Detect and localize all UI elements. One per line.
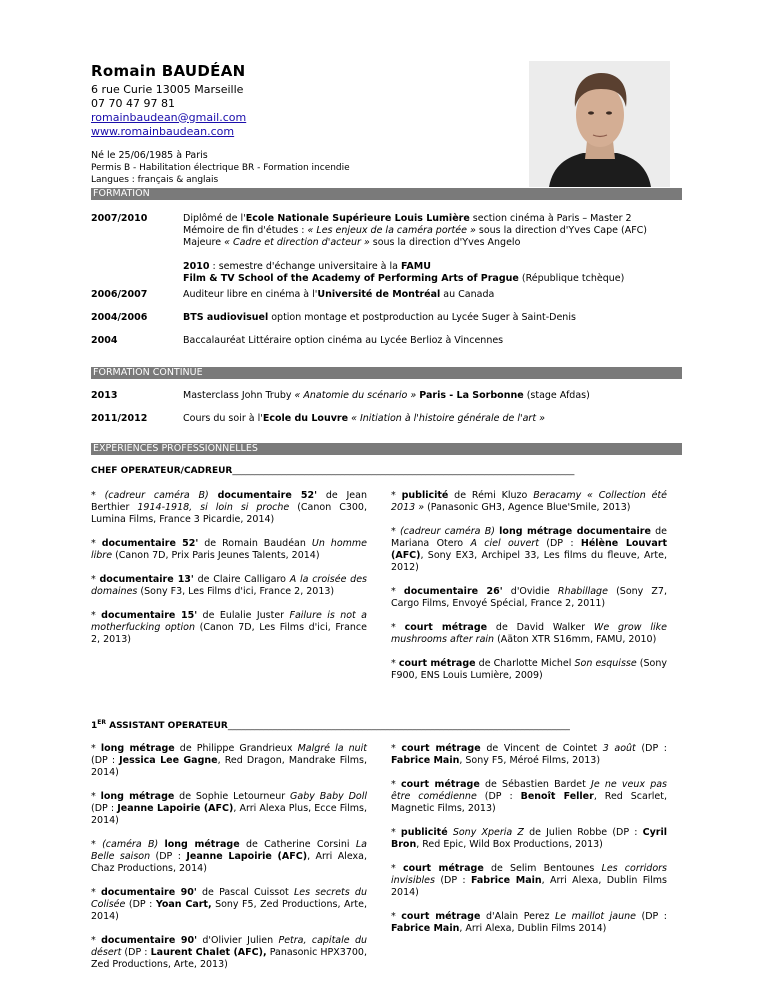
phone: 07 70 47 97 81 <box>91 96 175 110</box>
year: 2013 <box>91 390 118 401</box>
cv-header <box>91 62 571 186</box>
contact-block <box>91 83 571 139</box>
experience-item: * court métrage de Selim Bentounes Les corridors invisibles (DP : Fabrice Main, Arri Alexa, Dublin Films 2014) <box>391 863 667 898</box>
website-link[interactable]: www.romainbaudean.com <box>91 124 235 138</box>
birth-info: Né le 25/06/1985 à Paris <box>91 149 208 161</box>
section-formation: FORMATION <box>91 188 682 200</box>
section-experiences: EXPÉRIENCES PROFESSIONNELLES <box>91 443 682 455</box>
languages: Langues : français & anglais <box>91 174 219 185</box>
year: 2011/2012 <box>91 413 148 424</box>
permits: Permis B - Habilitation électrique BR - Formation incendie <box>91 162 350 173</box>
assistant-right-column <box>391 743 667 947</box>
year: 2004 <box>91 335 118 346</box>
experience-item: * court métrage d'Alain Perez Le maillot jaune (DP : Fabrice Main, Arri Alexa, Dublin Films 2014) <box>391 911 667 934</box>
portrait-image <box>529 61 670 187</box>
chef-left-column <box>91 490 367 658</box>
experience-item: * court métrage de Sébastien Bardet Je ne veux pas être comédienne (DP : Benoît Feller, Red Scarlet, Magnetic Films, 2013) <box>391 779 667 814</box>
formation-detail: Auditeur libre en cinéma à l'Université de Montréal au Canada <box>183 289 495 300</box>
year: 2007/2010 <box>91 213 148 224</box>
subsection-chef-operateur: CHEF OPERATEUR/CADREUR____________________________________________________________________________ <box>91 466 575 476</box>
year: 2006/2007 <box>91 289 148 300</box>
address: 6 rue Curie 13005 Marseille <box>91 82 244 96</box>
experience-item: * publicité de Rémi Kluzo Beracamy « Collection été 2013 » (Panasonic GH3, Agence Blue'Smile, 2013) <box>391 490 667 513</box>
experience-item: * long métrage de Philippe Grandrieux Malgré la nuit (DP : Jessica Lee Gagne, Red Dragon, Mandrake Films, 2014) <box>91 743 368 778</box>
experience-item: * documentaire 90' d'Olivier Julien Petra, capitale du désert (DP : Laurent Chalet (AFC), Panasonic HPX3700, Zed Productions, Arte, 2013) <box>91 935 368 970</box>
candidate-name: Romain BAUDÉAN <box>91 62 246 80</box>
section-formation-continue: FORMATION CONTINUE <box>91 367 682 379</box>
experience-item: * court métrage de David Walker We grow like mushrooms after rain (Aäton XTR S16mm, FAMU, 2010) <box>391 622 667 645</box>
experience-item: * documentaire 52' de Romain Baudéan Un homme libre (Canon 7D, Prix Paris Jeunes Talents, 2014) <box>91 538 367 561</box>
experience-item: * court métrage de Vincent de Cointet 3 août (DP : Fabrice Main, Sony F5, Méroé Films, 2013) <box>391 743 667 766</box>
experience-item: * documentaire 13' de Claire Calligaro A la croisée des domaines (Sony F3, Les Films d'ici, France 2, 2013) <box>91 574 367 597</box>
email-link[interactable]: romainbaudean@gmail.com <box>91 110 247 124</box>
formation-detail: Masterclass John Truby « Anatomie du scénario » Paris - La Sorbonne (stage Afdas) <box>183 390 590 401</box>
formation-detail: Cours du soir à l'Ecole du Louvre « Initiation à l'histoire générale de l'art » <box>183 413 545 424</box>
experience-item: * (cadreur caméra B) long métrage documentaire de Mariana Otero A ciel ouvert (DP : Hélène Louvart (AFC), Sony EX3, Archipel 33, Les films du fleuve, Arte, 2012) <box>391 526 667 573</box>
year: 2004/2006 <box>91 312 148 323</box>
formation-detail: Baccalauréat Littéraire option cinéma au Lycée Berlioz à Vincennes <box>183 335 504 346</box>
experience-item: * long métrage de Sophie Letourneur Gaby Baby Doll (DP : Jeanne Lapoirie (AFC), Arri Alexa Plus, Ecce Films, 2014) <box>91 791 367 826</box>
subsection-assistant-operateur: 1ER ASSISTANT OPERATEUR____________________________________________________________________________ <box>91 719 570 731</box>
profile-photo <box>529 61 670 187</box>
experience-item: * documentaire 26' d'Ovidie Rhabillage (Sony Z7, Cargo Films, Envoyé Spécial, France 2, 2011) <box>391 586 667 609</box>
formation-detail: BTS audiovisuel option montage et postproduction au Lycée Suger à Saint-Denis <box>183 312 576 323</box>
permits-block <box>91 162 571 186</box>
experience-item: * documentaire 90' de Pascal Cuissot Les secrets du Colisée (DP : Yoan Cart, Sony F5, Zed Productions, Arte, 2014) <box>91 887 367 922</box>
experience-item: * court métrage de Charlotte Michel Son esquisse (Sony F900, ENS Louis Lumière, 2009) <box>391 658 667 681</box>
chef-right-column <box>391 490 667 694</box>
experience-item: * (caméra B) long métrage de Catherine Corsini La Belle saison (DP : Jeanne Lapoirie (AFC), Arri Alexa, Chaz Productions, 2014) <box>91 839 367 874</box>
assistant-left-column <box>91 743 367 983</box>
experience-item: * publicité Sony Xperia Z de Julien Robbe (DP : Cyril Bron, Red Epic, Wild Box Productions, 2013) <box>391 827 667 850</box>
formation-detail: Diplômé de l'Ecole Nationale Supérieure Louis Lumière section cinéma à Paris – Master 2 Mémoire de fin d'études : « Les enjeux de la caméra portée » sous la direction d'Yves Cape (AFC) Majeure « Cadre et direction d'acteur » sous la direction d'Yves Angelo 2010 : semestre d'échange universitaire à la FAMU Film & TV School of the Academy of Performing Arts of Prague (République tchèque) <box>183 213 648 284</box>
experience-item: * (cadreur caméra B) documentaire 52' de Jean Berthier 1914-1918, si loin si proche (Canon C300, Lumina Films, France 3 Picardie, 2014) <box>91 490 367 525</box>
experience-item: * documentaire 15' de Eulalie Juster Failure is not a motherfucking option (Canon 7D, Les Films d'ici, France 2, 2013) <box>91 610 367 645</box>
